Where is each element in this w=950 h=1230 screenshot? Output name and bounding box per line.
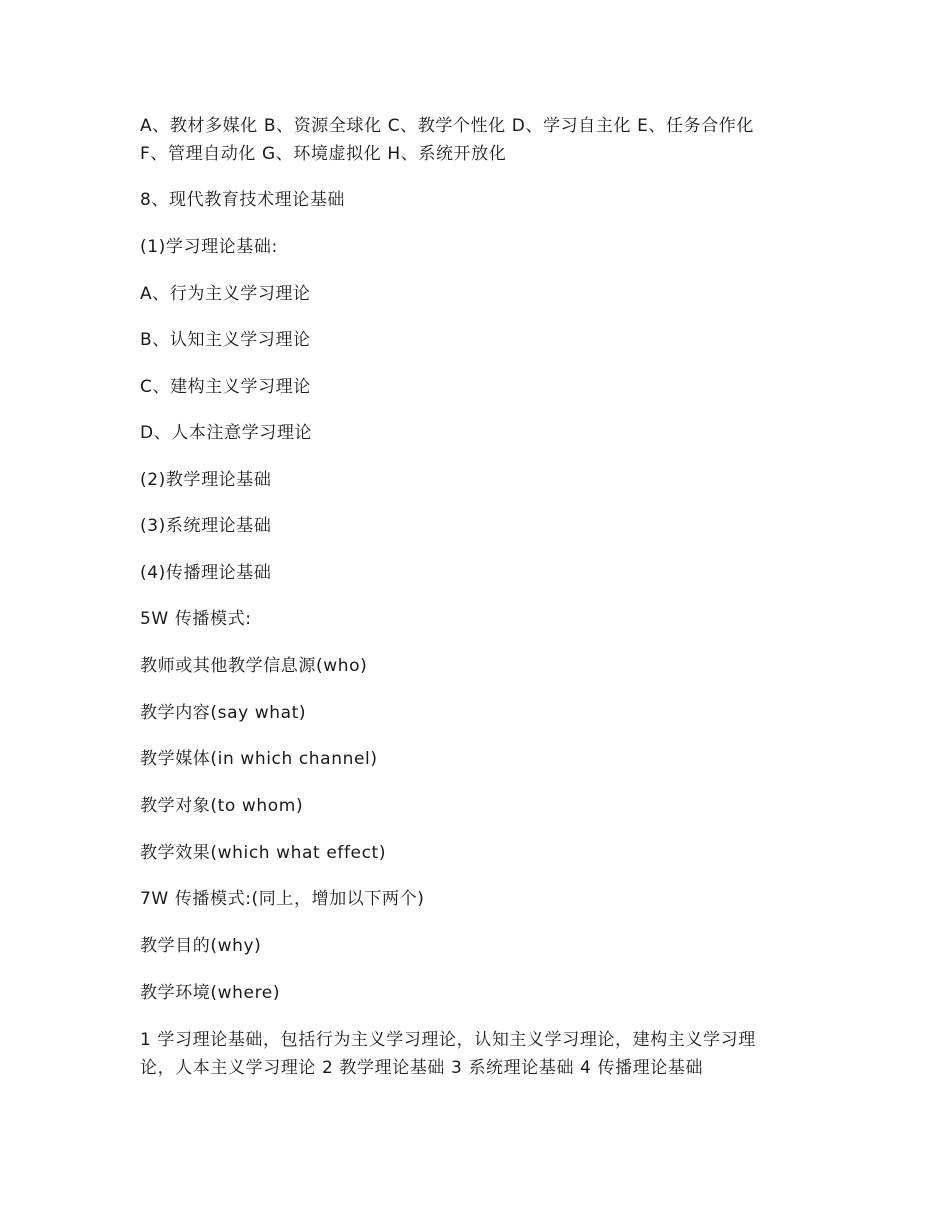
model-5w-item: 教师或其他教学信息源(who) [140, 656, 368, 676]
model-5w-title: 5W 传播模式: [140, 609, 252, 629]
learning-theory-c: C、建构主义学习理论 [140, 377, 311, 397]
section-4-title: (4)传播理论基础 [140, 563, 272, 583]
intro-paragraph [140, 112, 800, 168]
section-1-title: (1)学习理论基础: [140, 237, 278, 257]
summary-line-1: 1 学习理论基础，包括行为主义学习理论，认知主义学习理论，建构主义学习理 [140, 1030, 756, 1050]
model-5w-item: 教学对象(to whom) [140, 796, 304, 816]
model-5w-item: 教学媒体(in which channel) [140, 749, 378, 769]
intro-line-1: A、教材多媒化 B、资源全球化 C、教学个性化 D、学习自主化 E、任务合作化 [140, 116, 755, 136]
section-3-title: (3)系统理论基础 [140, 516, 272, 536]
heading-8: 8、现代教育技术理论基础 [140, 190, 346, 210]
summary-line-2: 论，人本主义学习理论 2 教学理论基础 3 系统理论基础 4 传播理论基础 [140, 1058, 704, 1078]
learning-theory-a: A、行为主义学习理论 [140, 284, 311, 304]
model-7w-item: 教学目的(why) [140, 936, 262, 956]
summary-paragraph [140, 1026, 800, 1082]
learning-theory-b: B、认知主义学习理论 [140, 330, 311, 350]
section-2-title: (2)教学理论基础 [140, 470, 272, 490]
intro-line-2: F、管理自动化 G、环境虚拟化 H、系统开放化 [140, 144, 507, 164]
model-7w-item: 教学环境(where) [140, 983, 281, 1003]
learning-theory-d: D、人本注意学习理论 [140, 423, 313, 443]
model-5w-item: 教学内容(say what) [140, 703, 307, 723]
model-5w-item: 教学效果(which what effect) [140, 843, 387, 863]
model-7w-title: 7W 传播模式:(同上，增加以下两个) [140, 889, 425, 909]
